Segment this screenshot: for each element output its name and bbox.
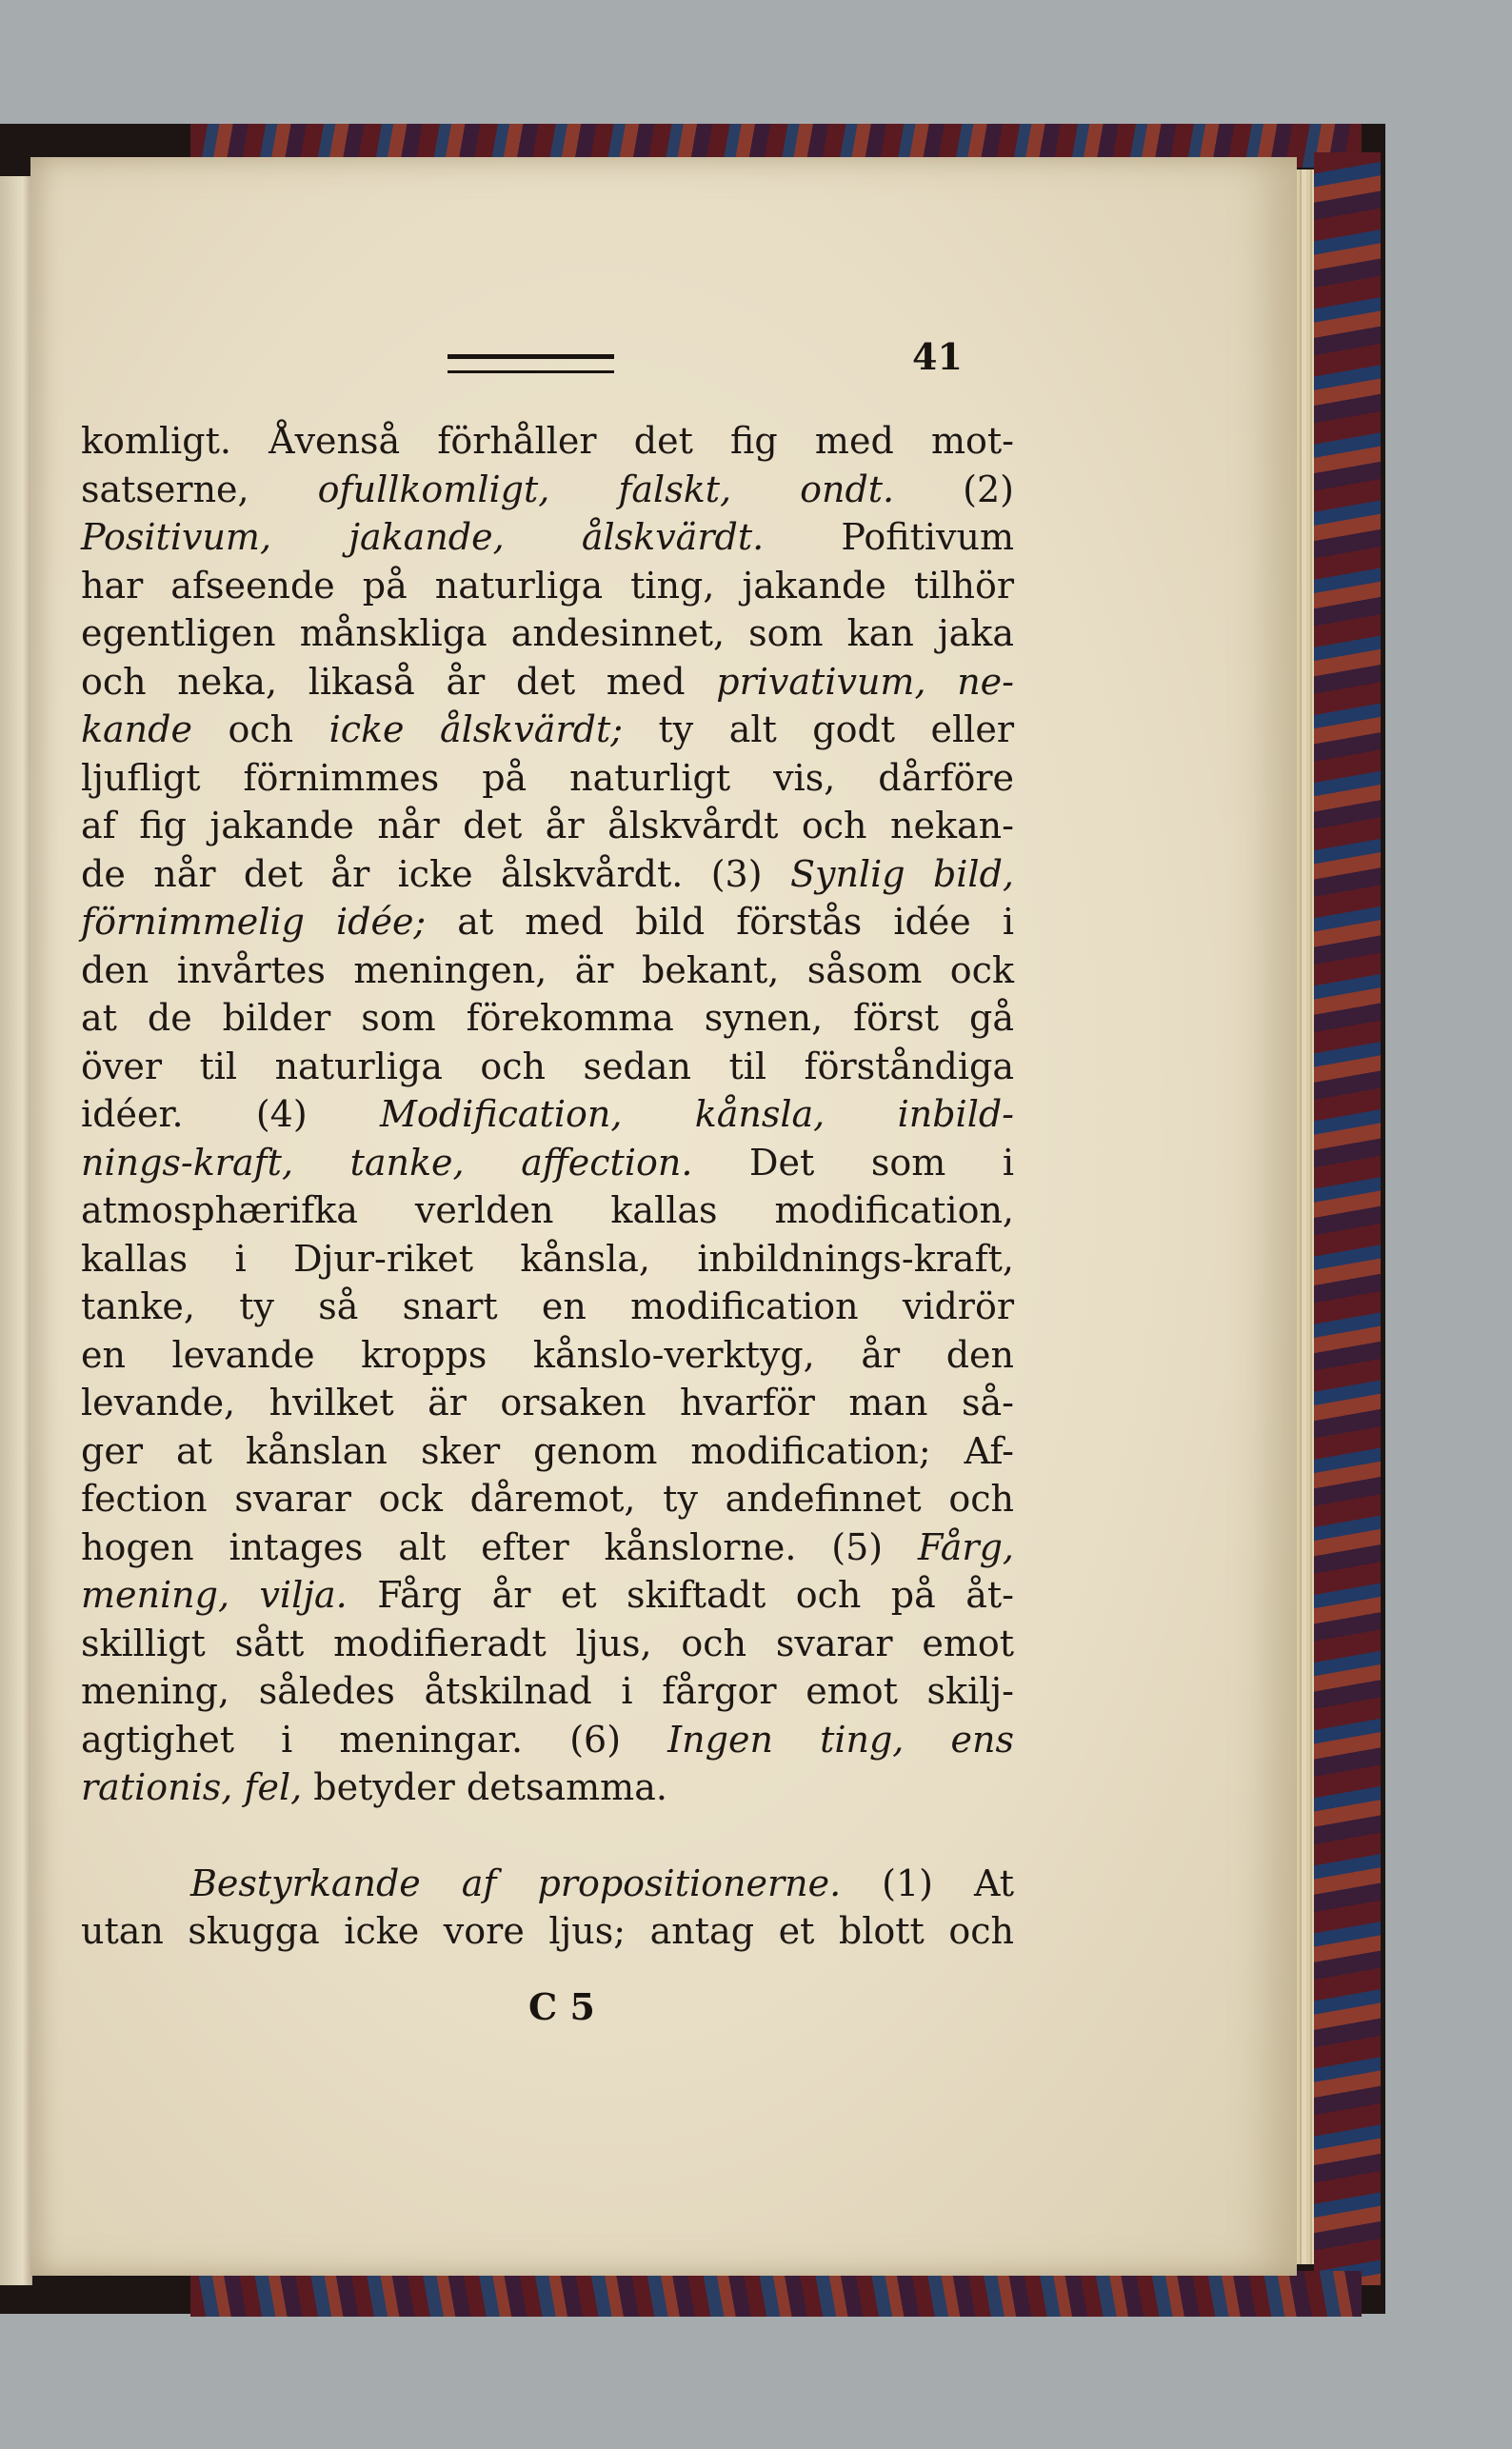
text-line bbox=[81, 1763, 1014, 1812]
roman-text: en levande kropps kånslo-verktyg, år den bbox=[81, 1333, 1014, 1376]
roman-text: och bbox=[191, 708, 329, 750]
roman-text: tanke, ty så snart en modification vidrör bbox=[81, 1285, 1014, 1327]
italic-text: Positivum, jakande, ålskvärdt. bbox=[81, 516, 765, 558]
roman-text: satserne, bbox=[81, 468, 318, 510]
header-rule bbox=[448, 354, 614, 373]
roman-text: Pofitivum bbox=[764, 516, 1014, 558]
roman-text: ljufligt förnimmes på naturligt vis, dårföre bbox=[81, 756, 1014, 799]
italic-text: Ingen ting, ens bbox=[667, 1718, 1014, 1761]
roman-text: har afseende på naturliga ting, jakande tilhör bbox=[81, 564, 1014, 607]
text-line bbox=[81, 417, 1014, 466]
text-line bbox=[81, 1331, 1014, 1380]
text-line bbox=[81, 946, 1014, 995]
roman-text: (1) At bbox=[841, 1862, 1015, 1904]
text-line bbox=[81, 658, 1014, 707]
text-line bbox=[81, 1716, 1014, 1764]
roman-text: at med bild förstås idée i bbox=[426, 901, 1014, 943]
text-line bbox=[81, 850, 1014, 899]
roman-text: utan skugga icke vore ljus; antag et blott och bbox=[81, 1910, 1014, 1952]
text-line bbox=[81, 1139, 1014, 1187]
italic-text: Synlig bild, bbox=[789, 852, 1014, 895]
roman-text: betyder detsamma. bbox=[302, 1766, 667, 1808]
text-line bbox=[81, 1907, 1014, 1956]
italic-text: kande bbox=[81, 708, 192, 750]
text-line bbox=[81, 802, 1014, 850]
roman-text: fection svarar ock dåremot, ty andefinnet och bbox=[81, 1478, 1014, 1520]
roman-text: Fårg år et skiftadt och på åt- bbox=[347, 1574, 1014, 1616]
roman-text: hogen intages alt efter kånslorne. (5) bbox=[81, 1525, 918, 1568]
roman-text: Det som i bbox=[692, 1141, 1014, 1184]
italic-text: rationis, fel, bbox=[81, 1766, 303, 1808]
roman-text: atmosphærifka verlden kallas modification, bbox=[81, 1189, 1014, 1231]
text-line bbox=[81, 1523, 1014, 1572]
roman-text: kallas i Djur-riket kånsla, inbildnings-kraft, bbox=[81, 1237, 1014, 1280]
text-line bbox=[81, 1475, 1014, 1523]
roman-text: ty alt godt eller bbox=[623, 708, 1014, 750]
text-line bbox=[81, 609, 1014, 658]
roman-text: ger at kånslan sker genom modification; Af- bbox=[81, 1429, 1014, 1472]
italic-text: ofullkomligt, falskt, ondt. bbox=[317, 468, 895, 510]
italic-text: Modification, kånsla, inbild- bbox=[380, 1093, 1015, 1135]
text-line bbox=[81, 1427, 1014, 1476]
text-line bbox=[81, 1186, 1014, 1235]
roman-text: (2) bbox=[894, 468, 1014, 510]
italic-text: Fårg, bbox=[917, 1525, 1014, 1568]
roman-text: levande, hvilket är orsaken hvarför man så- bbox=[81, 1382, 1014, 1424]
text-line bbox=[81, 994, 1014, 1043]
roman-text: agtighet i meningar. (6) bbox=[81, 1718, 668, 1761]
italic-text: privativum, ne- bbox=[716, 660, 1014, 703]
text-line bbox=[81, 466, 1014, 514]
roman-text: skilligt sått modifieradt ljus, och svarar emot bbox=[81, 1622, 1014, 1664]
roman-text: över til naturliga och sedan til förståndiga bbox=[81, 1045, 1014, 1087]
text-line bbox=[81, 513, 1014, 562]
roman-text: at de bilder som förekomma synen, först gå bbox=[81, 997, 1014, 1039]
italic-text: Bestyrkande af propositionerne. bbox=[190, 1862, 842, 1904]
italic-text: nings-kraft, tanke, affection. bbox=[81, 1141, 693, 1184]
roman-text: och neka, likaså år det med bbox=[81, 660, 717, 703]
roman-text: mening, således åtskilnad i fårgor emot skilj- bbox=[81, 1670, 1014, 1712]
facing-page-edge bbox=[0, 176, 32, 2285]
text-line bbox=[81, 1571, 1014, 1620]
roman-text: egentligen månskliga andesinnet, som kan jaka bbox=[81, 612, 1014, 654]
text-line bbox=[81, 1283, 1014, 1331]
roman-text: af fig jakande når det år ålskvårdt och nekan- bbox=[81, 805, 1014, 846]
text-line bbox=[81, 706, 1014, 754]
page-text bbox=[81, 417, 1014, 1956]
roman-text: komligt. Åvenså förhåller det fig med mot- bbox=[81, 420, 1014, 462]
text-line bbox=[81, 1667, 1014, 1716]
italic-text: icke ålskvärdt; bbox=[328, 708, 624, 750]
marbled-board-right bbox=[1314, 152, 1381, 2285]
text-line bbox=[81, 1620, 1014, 1668]
text-line bbox=[81, 562, 1014, 610]
italic-text: mening, vilja. bbox=[81, 1574, 348, 1616]
signature-mark: C 5 bbox=[528, 1985, 595, 2028]
text-line bbox=[81, 1379, 1014, 1427]
text-line bbox=[81, 754, 1014, 803]
text-line bbox=[81, 1860, 1014, 1908]
roman-text: idéer. (4) bbox=[81, 1093, 380, 1135]
roman-text: de når det år icke ålskvårdt. (3) bbox=[81, 852, 790, 895]
page-number: 41 bbox=[912, 335, 963, 378]
marbled-board-bottom bbox=[190, 2271, 1362, 2317]
text-line bbox=[81, 898, 1014, 946]
text-line bbox=[81, 1235, 1014, 1284]
text-line bbox=[81, 1090, 1014, 1139]
italic-text: förnimmelig idée; bbox=[81, 901, 427, 943]
roman-text: den invårtes meningen, är bekant, såsom ock bbox=[81, 948, 1014, 991]
text-line bbox=[81, 1043, 1014, 1091]
